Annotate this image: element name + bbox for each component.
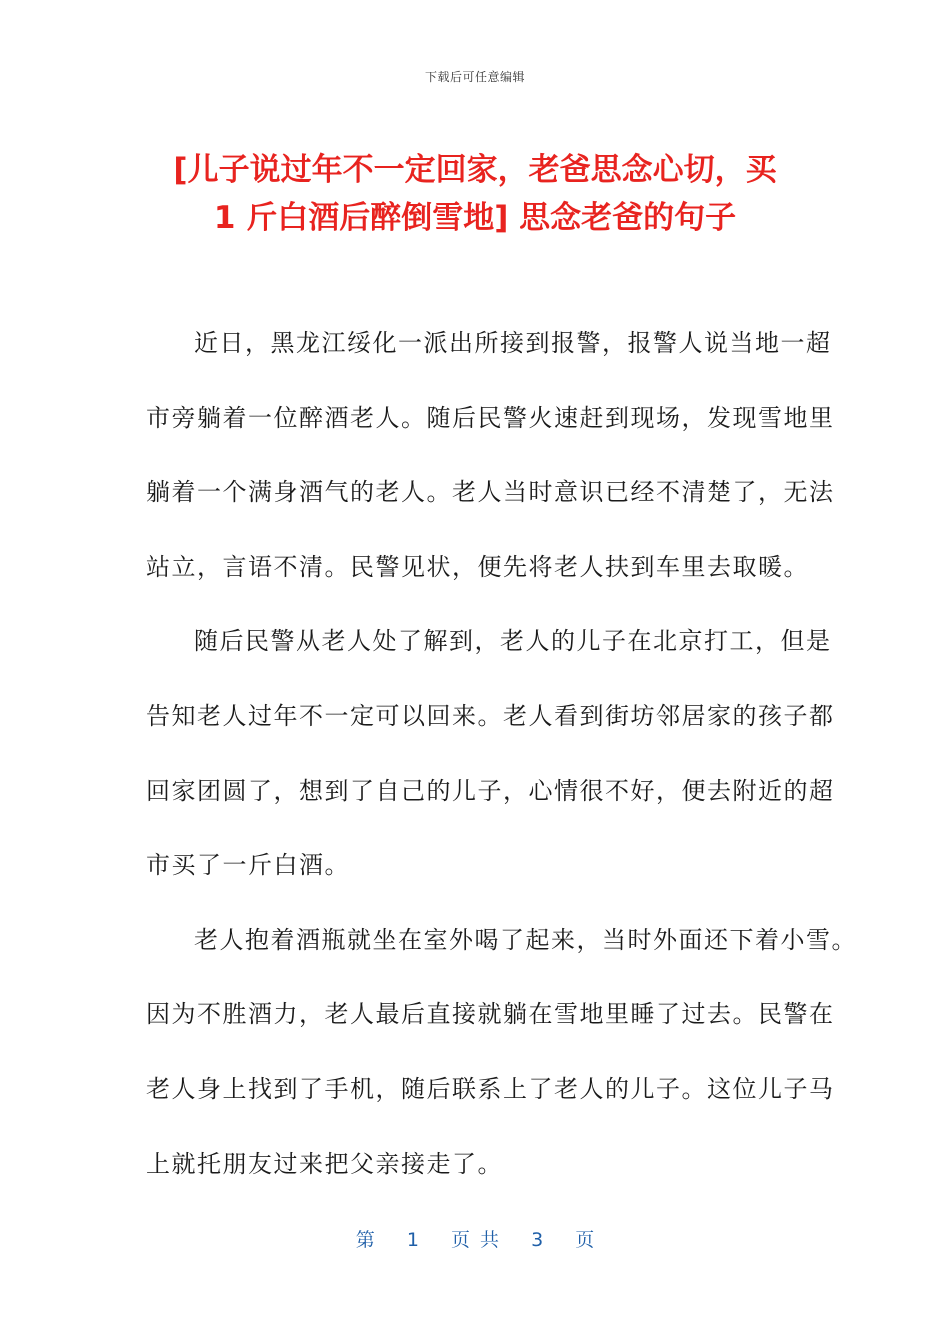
- paragraph-2-line-2: 告知老人过年不一定可以回来。老人看到街坊邻居家的孩子都: [146, 701, 835, 730]
- title-line-2: 1 斤白酒后醉倒雪地] 思念老爸的句子: [213, 200, 737, 236]
- document-title: [130, 146, 820, 242]
- paragraph-1-line-3: 躺着一个满身酒气的老人。老人当时意识已经不清楚了，无法: [146, 478, 835, 507]
- paragraph-3-line-2: 因为不胜酒力，老人最后直接就躺在雪地里睡了过去。民警在: [146, 1000, 835, 1029]
- paragraph-3-line-1: 老人抱着酒瓶就坐在室外喝了起来，当时外面还下着小雪。: [194, 925, 857, 954]
- header-note: 下载后可任意编辑: [424, 70, 525, 84]
- paragraph-2-line-1: 随后民警从老人处了解到，老人的儿子在北京打工，但是: [194, 627, 832, 656]
- page-footer: [0, 1225, 950, 1252]
- paragraph-1-line-1: 近日，黑龙江绥化一派出所接到报警，报警人说当地一超: [194, 329, 832, 357]
- page-label-suffix: 页: [575, 1229, 595, 1251]
- paragraph-3-line-3: 老人身上找到了手机，随后联系上了老人的儿子。这位儿子马: [146, 1074, 835, 1103]
- paragraph-1-line-2: 市旁躺着一位醉酒老人。随后民警火速赶到现场，发现雪地里: [146, 403, 835, 432]
- paragraph-2-line-3: 回家团圆了，想到了自己的儿子，心情很不好，便去附近的超: [146, 776, 835, 805]
- page-label-prefix: 第: [355, 1229, 375, 1251]
- paragraph-2-line-4: 市买了一斤白酒。: [146, 851, 350, 880]
- current-page-number: 1: [406, 1229, 419, 1251]
- total-pages-number: 3: [531, 1229, 544, 1251]
- paragraph-1-line-4: 站立，言语不清。民警见状，便先将老人扶到车里去取暖。: [146, 552, 809, 581]
- page-label-middle: 页 共: [450, 1229, 500, 1251]
- paragraph-3-line-4: 上就托朋友过来把父亲接走了。: [146, 1149, 503, 1178]
- article-body: [146, 322, 857, 1217]
- title-line-1: [儿子说过年不一定回家，老爸思念心切，买: [173, 152, 777, 188]
